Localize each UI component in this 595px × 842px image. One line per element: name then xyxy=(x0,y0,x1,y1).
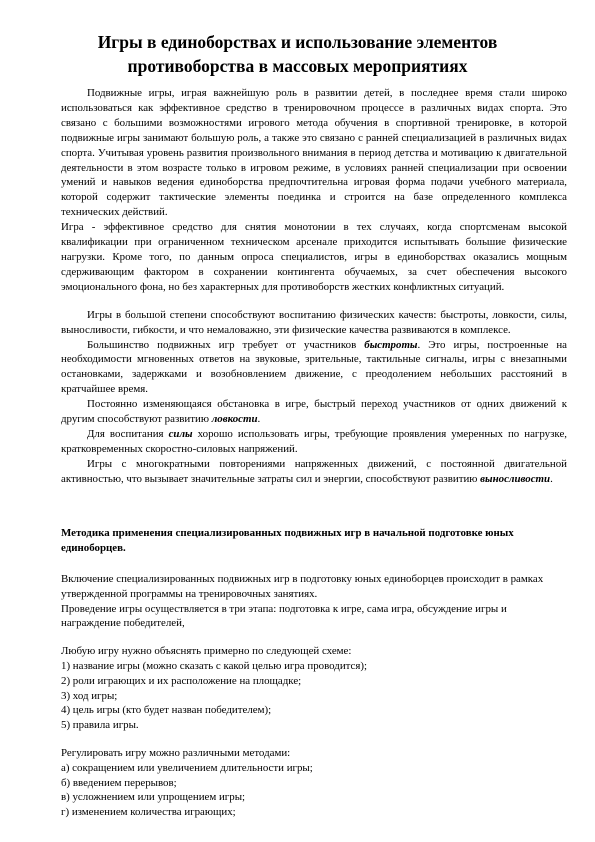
paragraph-intro: Подвижные игры, играя важнейшую роль в развитии детей, в последнее время стали широко использоваться как эффективное средство в тренировочном процессе в различных видах спорта. Это связано с большими возможностями игрового метода обучения в спортивной тренировке, в которой подвижные игры занимают большую роль, а также это связано с ранней специализацией в различных видах спорта. Учитывая уровень развития произвольного внимания в период детства и мотивацию к двигательной деятельности в этом возрасте только в игровом режиме, в условиях ранней специализации при освоении умений и навыков ведения единоборства предпочтительна игровая форма подачи учебного материала, которой содержит тактические элементы поединка и строится на базе определенного комплекса технических действий. xyxy=(61,87,567,219)
scheme-item: 5) правила игры. xyxy=(61,719,139,732)
paragraph-strength xyxy=(61,427,567,457)
scheme-intro: Любую игру нужно объяснять примерно по следующей схеме: xyxy=(61,645,352,658)
text-run: . xyxy=(257,413,261,426)
document-title: Игры в единоборствах и использование элементов противоборства в массовых мероприятиях xyxy=(97,32,498,76)
emphasis-endurance: выносливости xyxy=(480,472,551,485)
method-item: г) изменением количества играющих; xyxy=(61,806,236,819)
method-item: б) введением перерывов; xyxy=(61,776,177,789)
paragraph-inclusion: Включение специализированных подвижных игр в подготовку юных единоборцев происходит в рамках утвержденной программы на тренировочных занятиях. xyxy=(61,573,544,600)
text-run: Постоянно изменяющаяся обстановка в игре, быстрый переход участников от одних движений к другим способствуют развитию xyxy=(61,398,567,426)
paragraph-endurance xyxy=(61,457,567,487)
text-run: . xyxy=(550,472,553,485)
paragraph-speed xyxy=(61,338,567,398)
spacer xyxy=(61,733,567,746)
scheme-item: 2) роли играющих и их расположение на площадке; xyxy=(61,674,302,687)
scheme-item: 1) название игры (можно сказать с какой целью игра проводится); xyxy=(61,659,368,672)
emphasis-speed: быстроты xyxy=(364,338,418,351)
paragraph-stages: Проведение игры осуществляется в три этапа: подготовка к игре, сама игра, обсуждение игры и награждение победителей, xyxy=(61,602,507,630)
text-run: Для воспитания xyxy=(87,427,169,440)
text-run: Большинство подвижных игр требует от участников xyxy=(87,338,365,351)
spacer xyxy=(61,631,567,644)
intro-text xyxy=(61,86,567,487)
paragraph-game-effect: Игра - эффективное средство для снятия монотонии в тех случаях, когда спортсменам высокой квалификации при ограниченном техническом арсенале приходится испытывать большие физические нагрузки. Кроме того, по данным опроса специалистов, игры в единоборствах оказались мощным сдерживающим фактором в сохранении контингента обучаемых, за счет обеспечения высокого эмоционального фона, но без характерных для противоборств жестких конфликтных ситуаций. xyxy=(61,221,567,293)
text-run: хорошо использовать игры, требующие проявления умеренных по нагрузке, кратковременных скоростно-силовых напряжений. xyxy=(61,427,567,455)
scheme-item: 4) цель игры (кто будет назван победителем); xyxy=(61,704,272,717)
method-item: а) сокращением или увеличением длительности игры; xyxy=(61,761,313,774)
emphasis-agility: ловкости xyxy=(211,413,258,426)
emphasis-strength: силы xyxy=(168,427,193,440)
scheme-item: 3) ход игры; xyxy=(61,689,118,702)
paragraph-agility xyxy=(61,397,567,427)
methods-intro: Регулировать игру можно различными методами: xyxy=(61,746,291,759)
spacer xyxy=(61,295,567,308)
method-item: в) усложнением или упрощением игры; xyxy=(61,791,246,804)
text-run: . Это игры, построенные на необходимости мгновенных ответов на звуковые, зрительные, тактильные сигналы, игры с внезапными остановками, задержками и возобновлением движение, с преодолением небольших расстояний в кратчайшее время. xyxy=(61,338,567,396)
text-run: Игры с многократными повторениями напряженных движений, с постоянной двигательной активностью, что вызывает значительные затраты сил и энергии, способствуют развитию xyxy=(61,457,567,485)
section-heading: Методика применения специализированных подвижных игр в начальной подготовке юных единоборцев. xyxy=(61,527,514,554)
paragraph-qualities: Игры в большой степени способствуют воспитанию физических качеств: быстроты, ловкости, силы, выносливости, гибкости, и что немаловажно, эти физические качества развиваются в комплексе. xyxy=(61,308,567,336)
section-body xyxy=(61,572,567,820)
